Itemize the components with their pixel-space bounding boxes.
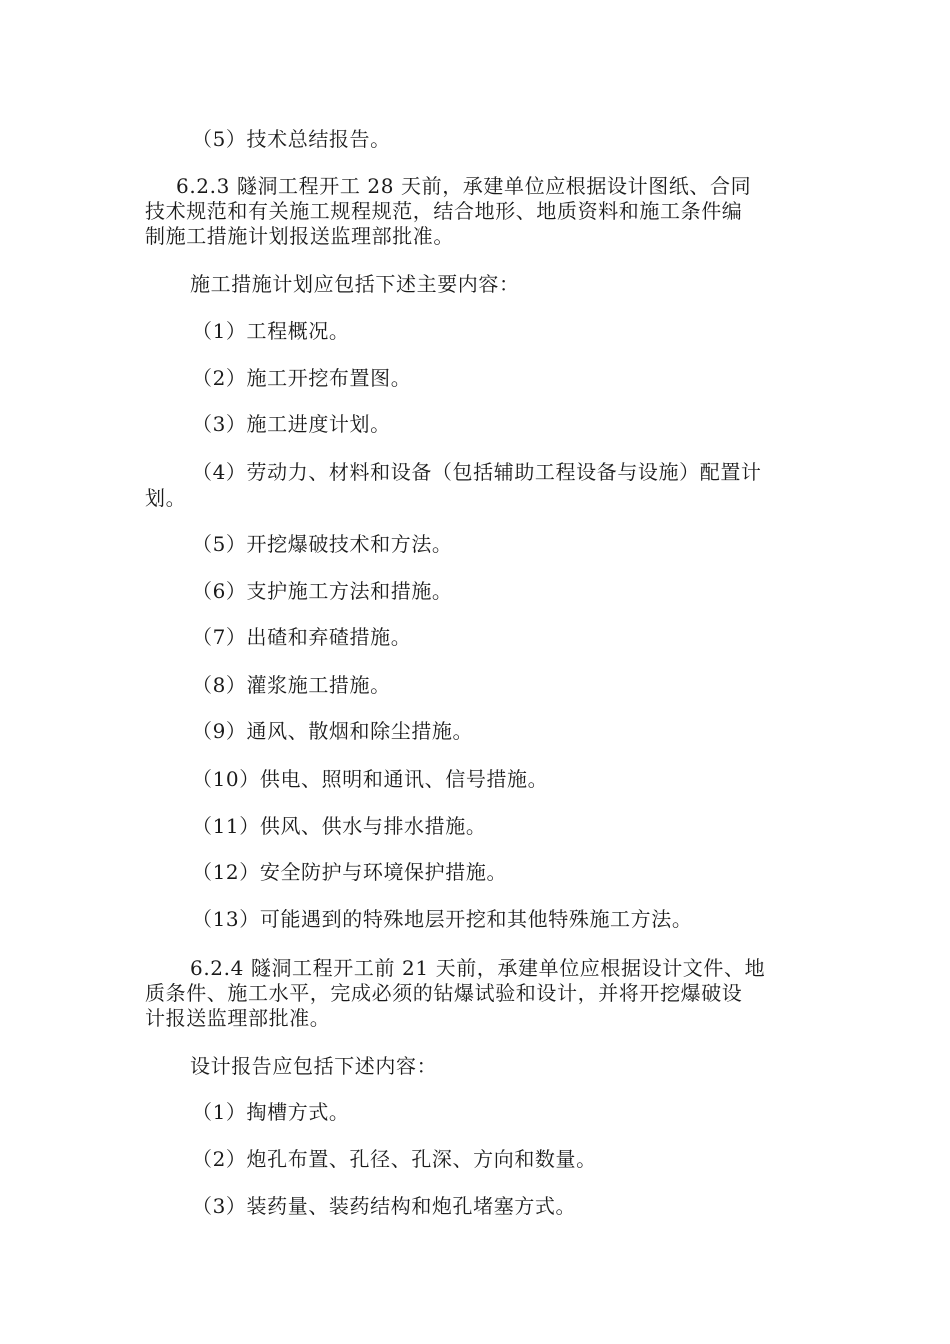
text-line: 技术规范和有关施工规程规范，结合地形、地质资料和施工条件编 bbox=[145, 199, 743, 223]
text-line: （2）炮孔布置、孔径、孔深、方向和数量。 bbox=[192, 1147, 597, 1171]
text-line: 施工措施计划应包括下述主要内容： bbox=[190, 272, 520, 296]
text-line: （4）劳动力、材料和设备（包括辅助工程设备与设施）配置计 bbox=[192, 460, 762, 484]
text-line: （7）出碴和弃碴措施。 bbox=[192, 625, 412, 649]
text-line: （13）可能遇到的特殊地层开挖和其他特殊施工方法。 bbox=[192, 907, 693, 931]
text-line: 划。 bbox=[145, 486, 187, 510]
text-line: （3）装药量、装药结构和炮孔堵塞方式。 bbox=[192, 1194, 577, 1218]
text-line: 制施工措施计划报送监理部批准。 bbox=[145, 224, 454, 248]
text-line: （6）支护施工方法和措施。 bbox=[192, 579, 453, 603]
text-line: （12）安全防护与环境保护措施。 bbox=[192, 860, 508, 884]
text-line: （1）工程概况。 bbox=[192, 319, 350, 343]
text-line: 设计报告应包括下述内容： bbox=[190, 1054, 438, 1078]
text-line: （2）施工开挖布置图。 bbox=[192, 366, 412, 390]
text-line: （5）开挖爆破技术和方法。 bbox=[192, 532, 453, 556]
text-line: （11）供风、供水与排水措施。 bbox=[192, 814, 487, 838]
text-line: （9）通风、散烟和除尘措施。 bbox=[192, 719, 474, 743]
text-line: 质条件、施工水平，完成必须的钻爆试验和设计，并将开挖爆破设 bbox=[145, 981, 743, 1005]
text-line: （5）技术总结报告。 bbox=[192, 127, 391, 151]
text-line: （3）施工进度计划。 bbox=[192, 412, 391, 436]
text-line: 6.2.3 隧洞工程开工 28 天前，承建单位应根据设计图纸、合同 bbox=[176, 174, 752, 198]
text-line: 计报送监理部批准。 bbox=[145, 1006, 331, 1030]
text-line: （10）供电、照明和通讯、信号措施。 bbox=[192, 767, 549, 791]
text-line: 6.2.4 隧洞工程开工前 21 天前，承建单位应根据设计文件、地 bbox=[190, 956, 766, 980]
text-line: （8）灌浆施工措施。 bbox=[192, 673, 391, 697]
text-line: （1）掏槽方式。 bbox=[192, 1100, 350, 1124]
